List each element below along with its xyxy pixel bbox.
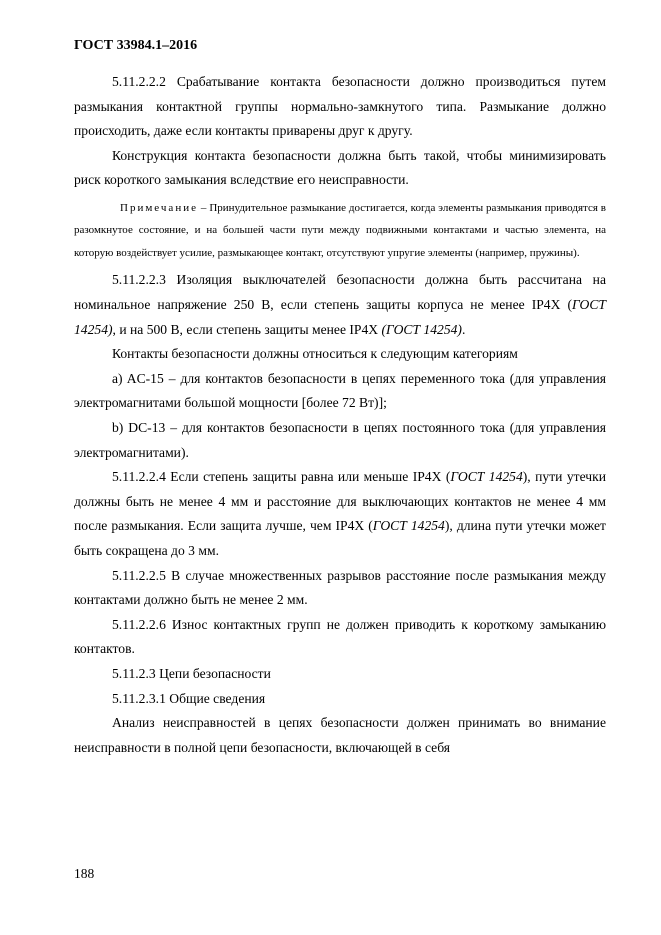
document-body: [74, 70, 606, 760]
p3-reference-1: ГОСТ 14254): [74, 297, 606, 337]
document-header: ГОСТ 33984.1–2016: [74, 38, 198, 53]
paragraph-contact-design: Конструкция контакта безопасности должна быть такой, чтобы минимизировать риск короткого замыкания вследствие его неисправности.: [74, 147, 606, 188]
paragraph-5-11-2-2-5: 5.11.2.2.5 В случае множественных разрывов расстояние после размыкания между контактами должно быть не менее 2 мм.: [74, 567, 606, 608]
page-number: 188: [74, 866, 95, 881]
paragraph-ac15: a) AC-15 – для контактов безопасности в цепях переменного тока (для управления электромагнитами большой мощности [более 72 Вт)];: [74, 370, 606, 411]
paragraph-fault-analysis: Анализ неисправностей в цепях безопасности должен принимать во внимание неисправности в полной цепи безопасности, включающей в себя: [74, 715, 606, 755]
p3-text-c: .: [461, 321, 466, 337]
p3-reference-2: (ГОСТ 14254): [381, 321, 462, 337]
note-text: – Принудительное размыкание достигается, когда элементы размыкания приводятся в разомкнутое состояние, и на большей части пути между подвижными контактами и частью элемента, на которую воздействует усилие, размыкающее контакт, отсутствуют упругие элементы (например, пружины).: [74, 201, 606, 259]
paragraph-categories: Контакты безопасности должны относиться к следующим категориям: [112, 346, 518, 362]
p3-text-b: , и на 500 В, если степень защиты менее IP4X: [112, 321, 382, 337]
paragraph-dc13: b) DC-13 – для контактов безопасности в цепях постоянного тока (для управления электромагнитами).: [74, 420, 606, 460]
section-heading-5-11-2-3: 5.11.2.3 Цепи безопасности: [112, 665, 271, 681]
paragraph-5-11-2-2-2: 5.11.2.2.2 Срабатывание контакта безопасности должно производиться путем размыкания контактной группы нормально-замкнутого типа. Размыкание должно происходить, даже если контакты приварены друг к другу.: [74, 74, 606, 139]
paragraph-5-11-2-2-3: [74, 268, 606, 342]
note-paragraph: [74, 197, 606, 265]
p3-text-a: 5.11.2.2.3 Изоляция выключателей безопасности должна быть рассчитана на номинальное напряжение 250 В, если степень защиты корпуса не менее IP4X (: [74, 272, 606, 313]
section-heading-5-11-2-3-1: 5.11.2.3.1 Общие сведения: [112, 690, 266, 706]
p7-text-a: 5.11.2.2.4 Если степень защиты равна или меньше IP4X (: [112, 469, 451, 485]
paragraph-5-11-2-2-4: [74, 465, 606, 563]
p7-text-c: ), длина пути утечки может быть сокращена до 3 мм.: [74, 518, 606, 558]
paragraph-5-11-2-2-6: 5.11.2.2.6 Износ контактных групп не должен приводить к короткому замыканию контактов.: [74, 616, 606, 657]
note-label: Примечание: [120, 201, 198, 214]
p7-text-b: ), пути утечки должны быть не менее 4 мм и расстояние для выключающих контактов не менее 4 мм после размыкания. Если защита лучше, чем IP4X (: [74, 469, 606, 534]
p7-reference-1: ГОСТ 14254: [450, 469, 523, 485]
p7-reference-2: ГОСТ 14254: [372, 518, 445, 534]
